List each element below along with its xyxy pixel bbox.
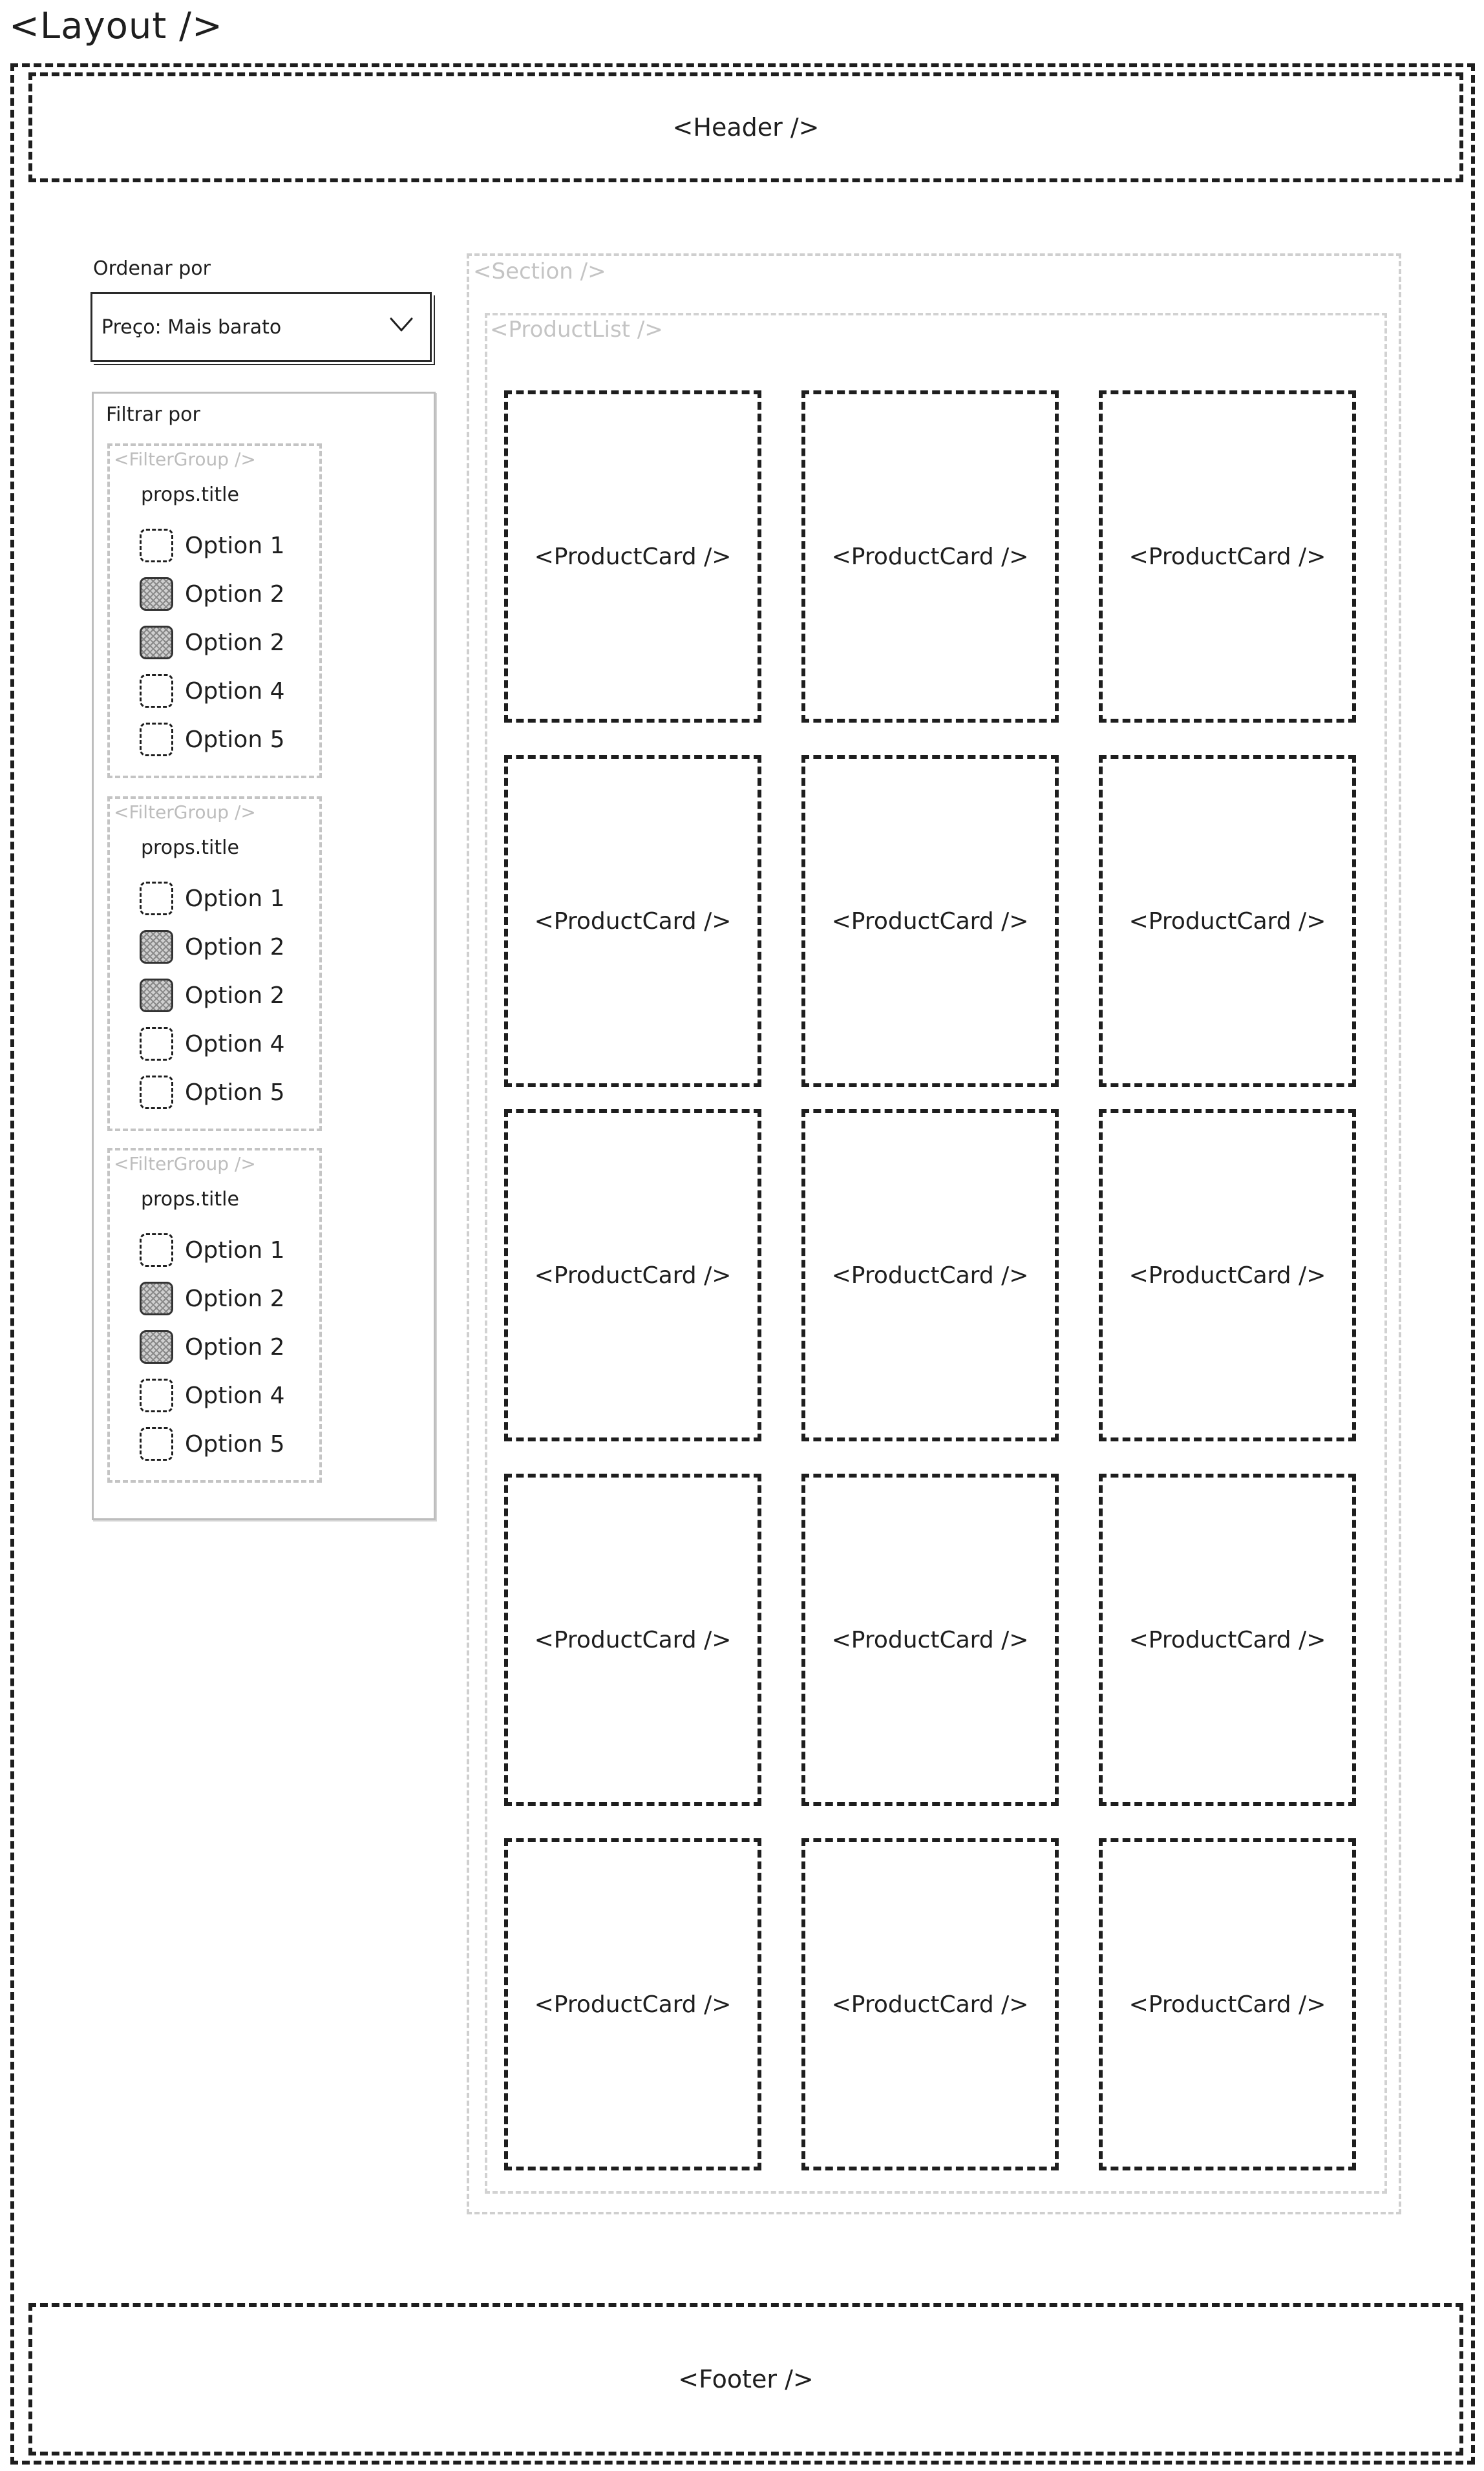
filter-group-tag: <FilterGroup /> [114,801,256,823]
footer-label: <Footer /> [678,2365,814,2393]
checkbox-checked[interactable] [140,1330,173,1364]
filter-option-label: Option 1 [185,532,285,559]
layout-title: <Layout /> [9,5,223,47]
product-card-label: <ProductCard /> [831,907,1029,935]
product-card[interactable] [504,1109,761,1441]
filter-option[interactable] [140,930,285,964]
checkbox-unchecked[interactable] [140,674,173,708]
product-card[interactable] [1099,1474,1356,1806]
checkbox-checked[interactable] [140,930,173,964]
product-card[interactable] [504,755,761,1087]
checkbox-unchecked[interactable] [140,1427,173,1461]
product-card-label: <ProductCard /> [534,907,732,935]
filter-group-tag: <FilterGroup /> [114,1153,256,1174]
product-card[interactable] [801,1838,1059,2170]
checkbox-unchecked[interactable] [140,529,173,562]
filter-option-label: Option 2 [185,1285,285,1312]
filter-option[interactable] [140,1076,285,1109]
product-card-label: <ProductCard /> [534,1262,732,1289]
filter-option[interactable] [140,1233,285,1267]
product-card[interactable] [1099,1838,1356,2170]
product-card-label: <ProductCard /> [1129,1991,1326,2018]
product-card-label: <ProductCard /> [1129,1262,1326,1289]
filter-option[interactable] [140,1427,285,1461]
filter-group-title: props.title [141,483,239,506]
filter-option-label: Option 2 [185,1333,285,1361]
product-card[interactable] [504,1838,761,2170]
product-card[interactable] [504,390,761,723]
sort-label: Ordenar por [93,257,211,280]
product-list-tag: <ProductList /> [490,317,663,343]
product-card-label: <ProductCard /> [1129,543,1326,570]
filter-option-label: Option 5 [185,726,285,753]
product-card[interactable] [801,755,1059,1087]
filter-group-title: props.title [141,1188,239,1211]
product-card[interactable] [1099,1109,1356,1441]
sort-selected-value: Preço: Mais barato [101,315,282,339]
filter-option-label: Option 2 [185,629,285,656]
filter-option-label: Option 4 [185,677,285,705]
checkbox-unchecked[interactable] [140,1076,173,1109]
filter-group-title: props.title [141,836,239,859]
product-card-label: <ProductCard /> [1129,1626,1326,1653]
checkbox-unchecked[interactable] [140,1027,173,1061]
filter-option-label: Option 5 [185,1079,285,1106]
filter-option-label: Option 1 [185,885,285,912]
checkbox-unchecked[interactable] [140,1379,173,1412]
filter-option[interactable] [140,1027,285,1061]
filter-option[interactable] [140,529,285,562]
chevron-down-icon [388,311,414,337]
product-card-label: <ProductCard /> [534,1626,732,1653]
filter-option[interactable] [140,1379,285,1412]
filter-option[interactable] [140,723,285,756]
header-label: <Header /> [672,113,820,142]
product-card-label: <ProductCard /> [831,1626,1029,1653]
product-card-label: <ProductCard /> [534,1991,732,2018]
filter-option[interactable] [140,979,285,1012]
filter-option-label: Option 2 [185,933,285,960]
sort-select[interactable] [90,292,432,362]
filter-group-tag: <FilterGroup /> [114,449,256,470]
filter-option[interactable] [140,674,285,708]
product-card[interactable] [1099,755,1356,1087]
filter-option-label: Option 1 [185,1236,285,1264]
product-card[interactable] [801,390,1059,723]
header-placeholder [28,72,1463,182]
filter-option[interactable] [140,626,285,659]
product-card-label: <ProductCard /> [831,1991,1029,2018]
checkbox-checked[interactable] [140,577,173,611]
checkbox-checked[interactable] [140,979,173,1012]
section-tag: <Section /> [473,259,606,284]
checkbox-unchecked[interactable] [140,882,173,915]
product-card[interactable] [801,1474,1059,1806]
filter-option[interactable] [140,577,285,611]
product-card[interactable] [801,1109,1059,1441]
filter-option-label: Option 2 [185,580,285,608]
filter-option-label: Option 2 [185,982,285,1009]
checkbox-checked[interactable] [140,626,173,659]
footer-placeholder [28,2303,1463,2455]
filter-label: Filtrar por [106,403,200,426]
product-card[interactable] [1099,390,1356,723]
product-card-label: <ProductCard /> [831,1262,1029,1289]
filter-option[interactable] [140,882,285,915]
checkbox-checked[interactable] [140,1282,173,1315]
checkbox-unchecked[interactable] [140,723,173,756]
filter-option[interactable] [140,1330,285,1364]
product-card[interactable] [504,1474,761,1806]
filter-option-label: Option 5 [185,1430,285,1458]
filter-option-label: Option 4 [185,1382,285,1409]
product-card-label: <ProductCard /> [831,543,1029,570]
checkbox-unchecked[interactable] [140,1233,173,1267]
product-card-label: <ProductCard /> [1129,907,1326,935]
product-card-label: <ProductCard /> [534,543,732,570]
filter-option[interactable] [140,1282,285,1315]
filter-option-label: Option 4 [185,1030,285,1057]
